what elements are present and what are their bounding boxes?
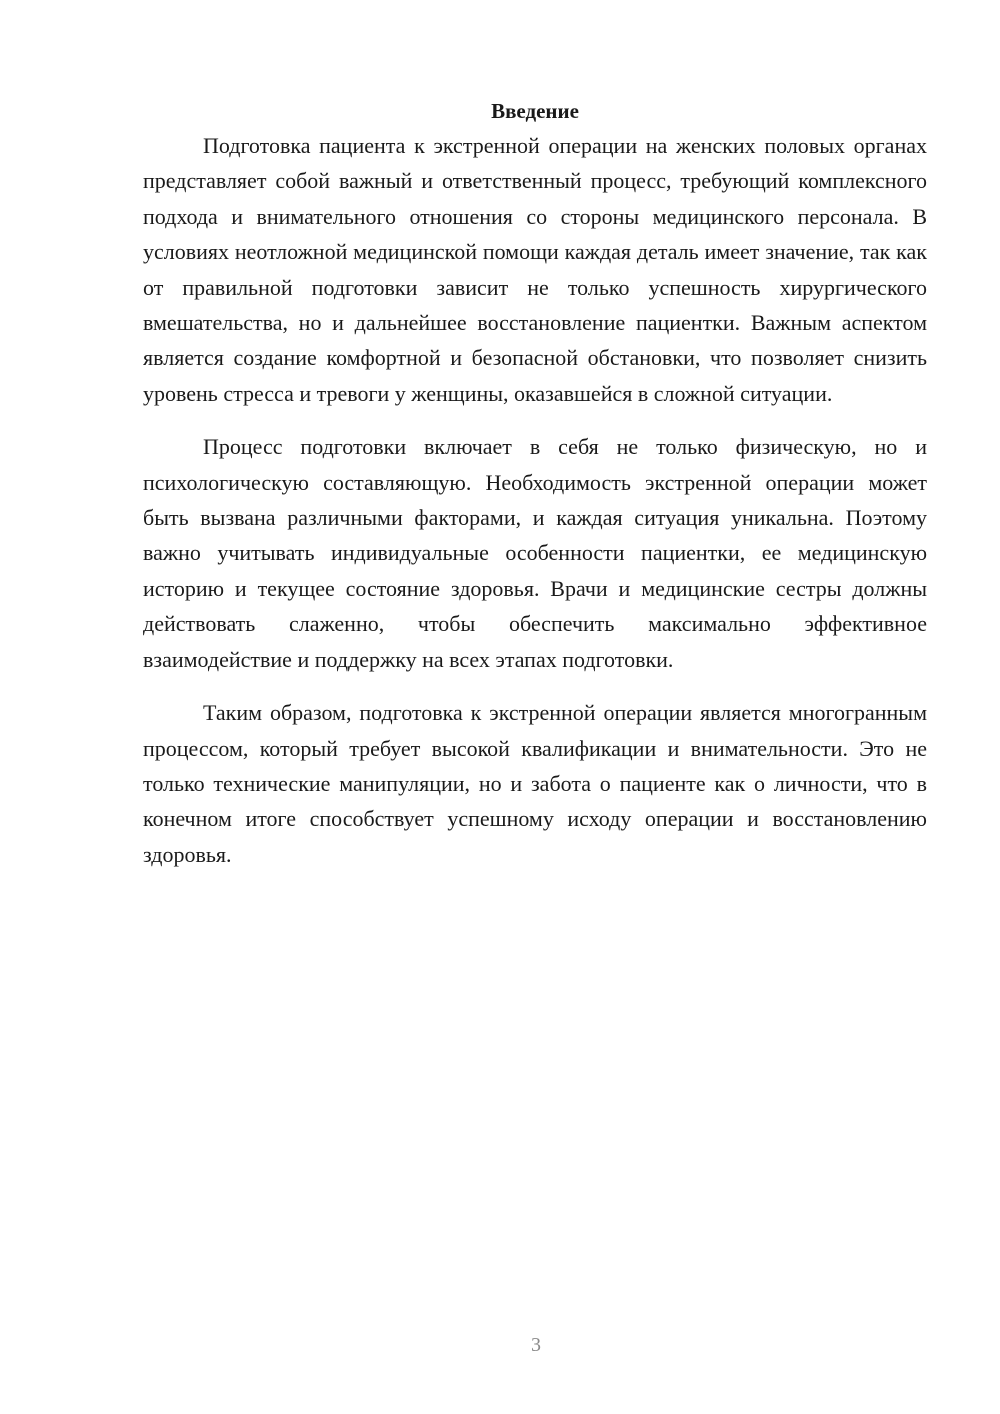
paragraph-1: Подготовка пациента к экстренной операции на женских половых органах представляет собой важный и ответственный процесс, требующий комплексного подхода и внимательного отношения со стороны медицинского персонала. В условиях неотложной медицинской помощи каждая деталь имеет значение, так как от правильной подготовки зависит не только успешность хирургического вмешательства, но и дальнейшее восстановление пациентки. Важным аспектом является создание комфортной и безопасной обстановки, что позволяет снизить уровень стресса и тревоги у женщины, оказавшейся в сложной ситуации. (143, 133, 927, 406)
page-number: 3 (531, 1334, 541, 1356)
paragraph-3: Таким образом, подготовка к экстренной операции является многогранным процессом, который требует высокой квалификации и внимательности. Это не только технические манипуляции, но и забота о пациенте как о личности, что в конечном итоге способствует успешному исходу операции и восстановлению здоровья. (143, 700, 927, 867)
section-heading: Введение (491, 99, 579, 123)
page-content (143, 94, 927, 872)
paragraph-2: Процесс подготовки включает в себя не только физическую, но и психологическую составляющую. Необходимость экстренной операции может быть вызвана различными факторами, и каждая ситуация уникальна. Поэтому важно учитывать индивидуальные особенности пациентки, ее медицинскую историю и текущее состояние здоровья. Врачи и медицинские сестры должны действовать слаженно, чтобы обеспечить максимально эффективное взаимодействие и поддержку на всех этапах подготовки. (143, 434, 927, 672)
